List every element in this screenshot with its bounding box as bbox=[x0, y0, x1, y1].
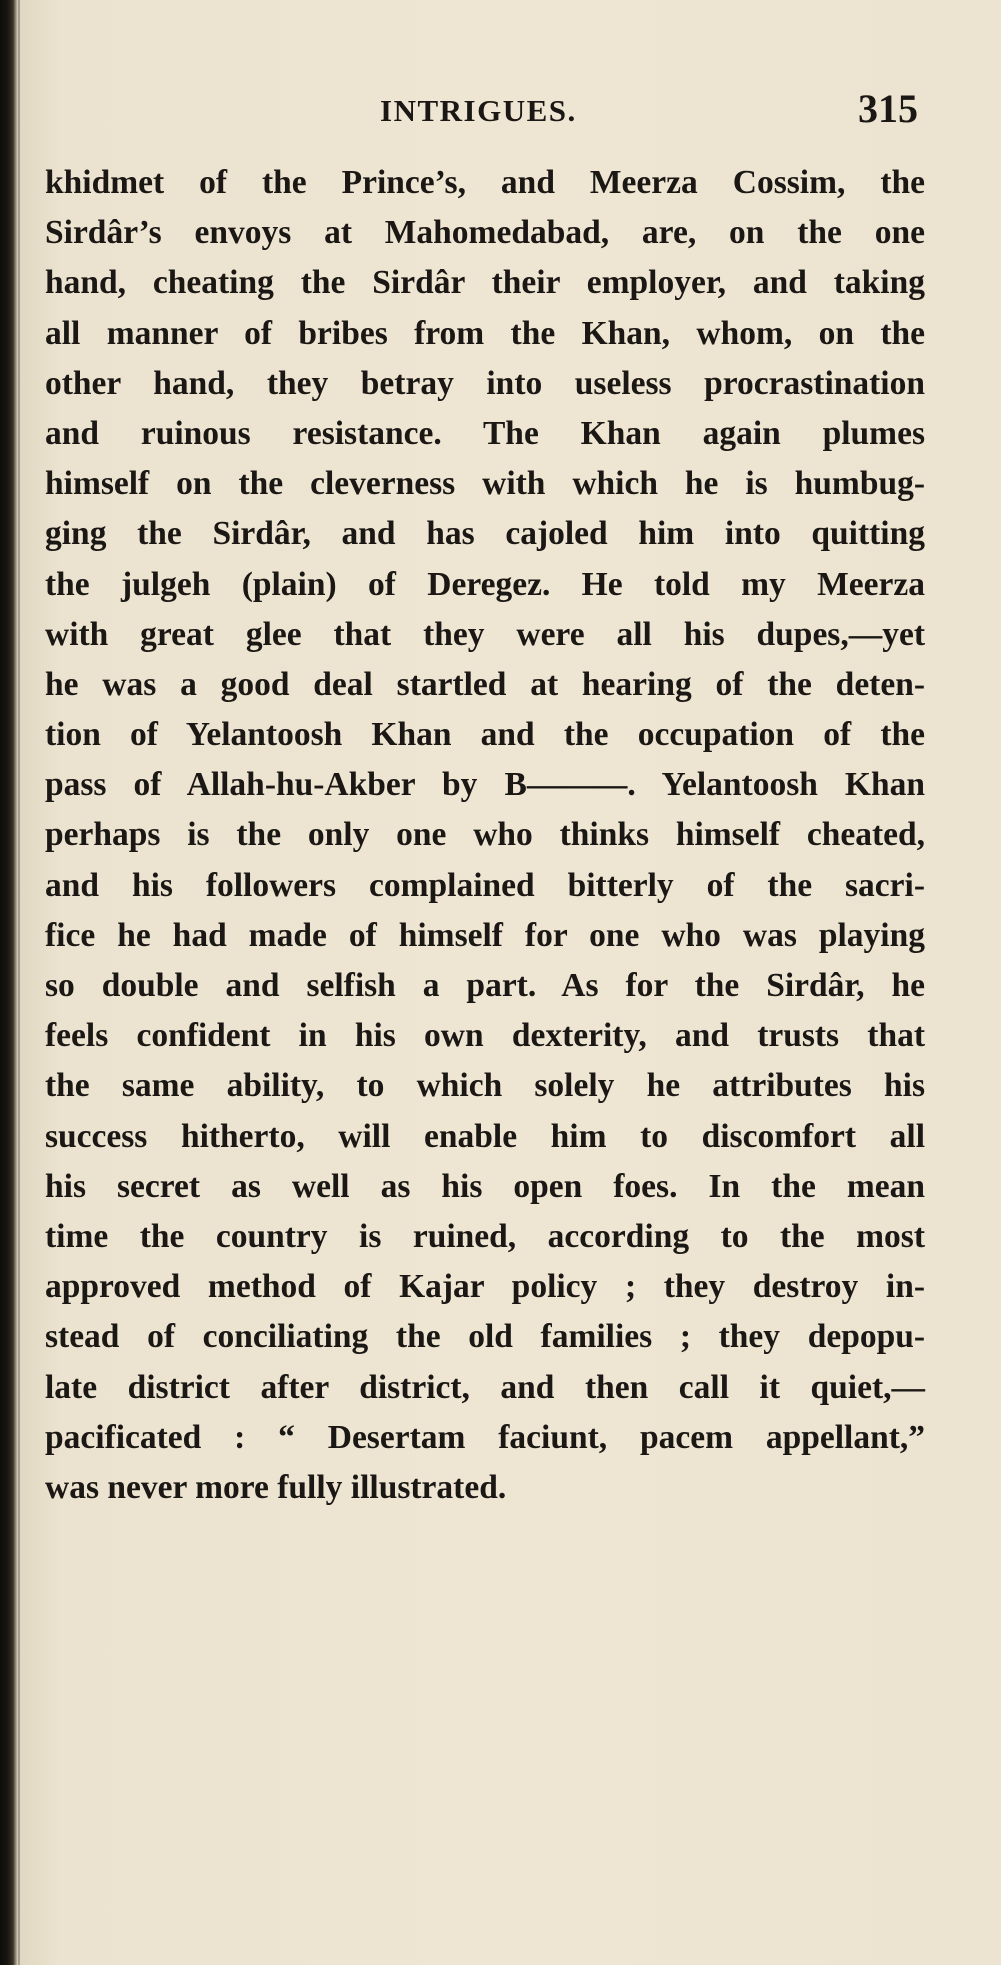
text-line: tion of Yelantoosh Khan and the occupation of the bbox=[45, 716, 925, 754]
page-header bbox=[0, 85, 1001, 135]
page-number: 315 bbox=[858, 86, 918, 131]
spine-edge bbox=[18, 0, 20, 1965]
text-line: Sirdâr’s envoys at Mahomedabad, are, on the one bbox=[45, 214, 925, 252]
text-line: all manner of bribes from the Khan, whom, on the bbox=[45, 314, 925, 352]
text-line: feels confident in his own dexterity, and trusts that bbox=[45, 1017, 925, 1055]
text-line: stead of conciliating the old families ; they depopu- bbox=[45, 1318, 925, 1356]
text-line: himself on the cleverness with which he is humbug- bbox=[45, 465, 925, 503]
text-line: so double and selfish a part. As for the Sirdâr, he bbox=[45, 967, 925, 1004]
text-line: the julgeh (plain) of Deregez. He told my Meerza bbox=[45, 565, 925, 603]
text-line: fice he had made of himself for one who was playing bbox=[45, 916, 925, 954]
text-line: hand, cheating the Sirdâr their employer, and taking bbox=[45, 264, 925, 302]
text-line: other hand, they betray into useless procrastination bbox=[45, 364, 925, 402]
text-line: pacificated : “ Desertam faciunt, pacem appellant,” bbox=[45, 1418, 925, 1456]
text-line: and his followers complained bitterly of the sacri- bbox=[45, 866, 925, 904]
text-line: with great glee that they were all his dupes,—yet bbox=[45, 615, 925, 653]
text-line: perhaps is the only one who thinks himself cheated, bbox=[45, 816, 925, 854]
text-line: khidmet of the Prince’s, and Meerza Cossim, the bbox=[45, 164, 925, 201]
text-line: time the country is ruined, according to the most bbox=[45, 1217, 925, 1255]
text-line: the same ability, to which solely he attributes his bbox=[45, 1067, 925, 1105]
text-line: was never more fully illustrated. bbox=[45, 1468, 507, 1506]
text-line: ging the Sirdâr, and has cajoled him into quitting bbox=[45, 515, 925, 553]
text-line: late district after district, and then call it quiet,— bbox=[45, 1368, 925, 1406]
text-line: his secret as well as his open foes. In the mean bbox=[45, 1167, 925, 1205]
text-line: approved method of Kajar policy ; they destroy in- bbox=[45, 1268, 925, 1306]
text-line: he was a good deal startled at hearing of the deten- bbox=[45, 665, 925, 703]
text-line: and ruinous resistance. The Khan again plumes bbox=[45, 414, 925, 452]
text-line: pass of Allah-hu-Akber by B———. Yelantoosh Khan bbox=[45, 766, 925, 804]
text-line: success hitherto, will enable him to discomfort all bbox=[45, 1117, 925, 1155]
body-text bbox=[45, 158, 925, 1513]
running-head: INTRIGUES. bbox=[380, 93, 577, 128]
spine-shadow bbox=[0, 0, 18, 1965]
